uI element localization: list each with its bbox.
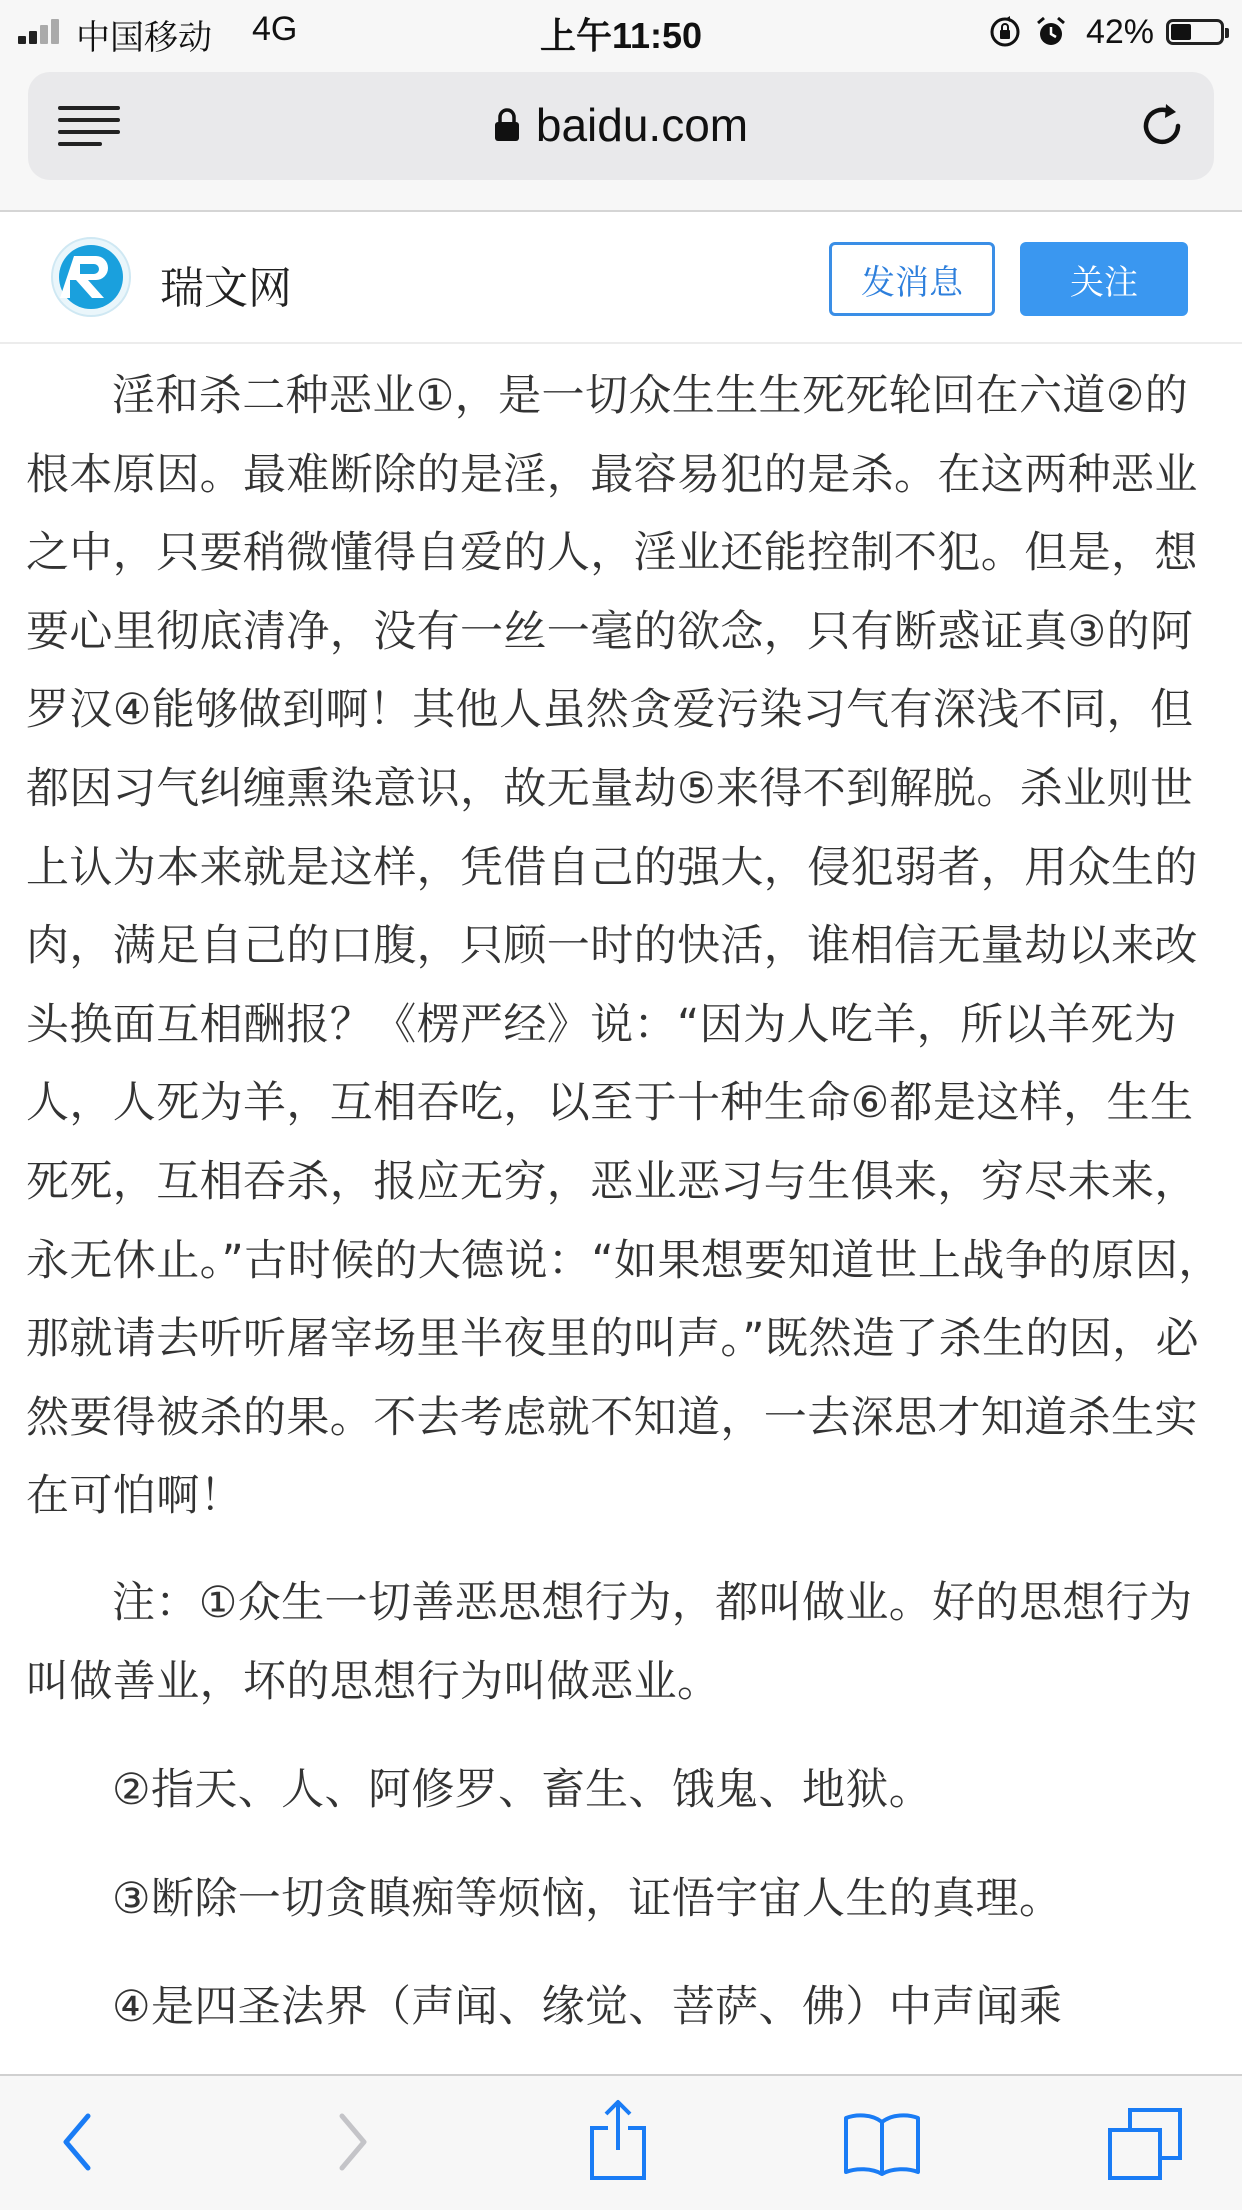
url-bar[interactable] — [28, 72, 1214, 180]
status-bar — [0, 0, 1242, 62]
lock-icon — [494, 108, 520, 142]
battery-icon — [1166, 19, 1224, 45]
url-text[interactable]: baidu.com — [535, 99, 749, 151]
reload-icon[interactable] — [1136, 100, 1188, 152]
footnote: ②指天、人、阿修罗、畜生、饿鬼、地狱。 — [112, 1765, 933, 1816]
browser-address-area — [0, 62, 1242, 212]
site-header — [0, 212, 1242, 344]
back-icon[interactable] — [56, 2106, 100, 2178]
browser-toolbar — [0, 2074, 1242, 2210]
share-icon[interactable] — [586, 2098, 650, 2182]
forward-icon[interactable] — [330, 2106, 374, 2178]
network-type: 4G — [252, 10, 298, 48]
footnote: ③断除一切贪瞋痴等烦恼，证悟宇宙人生的真理。 — [112, 1873, 1063, 1924]
carrier-name: 中国移动 — [76, 19, 212, 57]
site-logo — [50, 236, 132, 318]
article-body — [26, 357, 1222, 2074]
message-button[interactable]: 发消息 — [829, 242, 995, 316]
follow-button[interactable]: 关注 — [1020, 242, 1188, 316]
site-name: 瑞文网 — [160, 263, 292, 314]
battery-percent: 42% — [1085, 12, 1154, 51]
footnote: ④是四圣法界（声闻、缘觉、菩萨、佛）中声闻乘 — [112, 1982, 1063, 2033]
tabs-icon[interactable] — [1108, 2108, 1184, 2180]
rotation-lock-icon — [988, 15, 1022, 49]
footnote: 注：①众生一切善恶思想行为，都叫做业。好的思想行为叫做善业，坏的思想行为叫做恶业。 — [26, 1577, 1193, 1707]
status-time: 上午11:50 — [539, 15, 703, 56]
bookmarks-icon[interactable] — [842, 2112, 922, 2176]
alarm-icon — [1034, 15, 1068, 49]
article-paragraph: 淫和杀二种恶业①，是一切众生生生死死轮回在六道②的根本原因。最难断除的是淫，最容易犯的是杀。在这两种恶业之中，只要稍微懂得自爱的人，淫业还能控制不犯。但是，想要心里彻底清净，没有一丝一毫的欲念，只有断惑证真③的阿罗汉④能够做到啊！其他人虽然贪爱污染习气有深浅不同，但都因习气纠缠熏染意识，故无量劫⑤来得不到解脱。杀业则世上认为本来就是这样，凭借自己的强大，侵犯弱者，用众生的肉，满足自己的口腹，只顾一时的快活，谁相信无量劫以来改头换面互相酬报？《楞严经》说：“因为人吃羊，所以羊死为人，人死为羊，互相吞吃，以至于十种生命⑥都是这样，生生死死，互相吞杀，报应无穷，恶业恶习与生俱来，穷尽未来，永无休止。”古时候的大德说：“如果想要知道世上战争的原因，那就请去听听屠宰场里半夜里的叫声。”既然造了杀生的因，必然要得被杀的果。不去考虑就不知道，一去深思才知道杀生实在可怕啊！ — [26, 371, 1222, 1522]
